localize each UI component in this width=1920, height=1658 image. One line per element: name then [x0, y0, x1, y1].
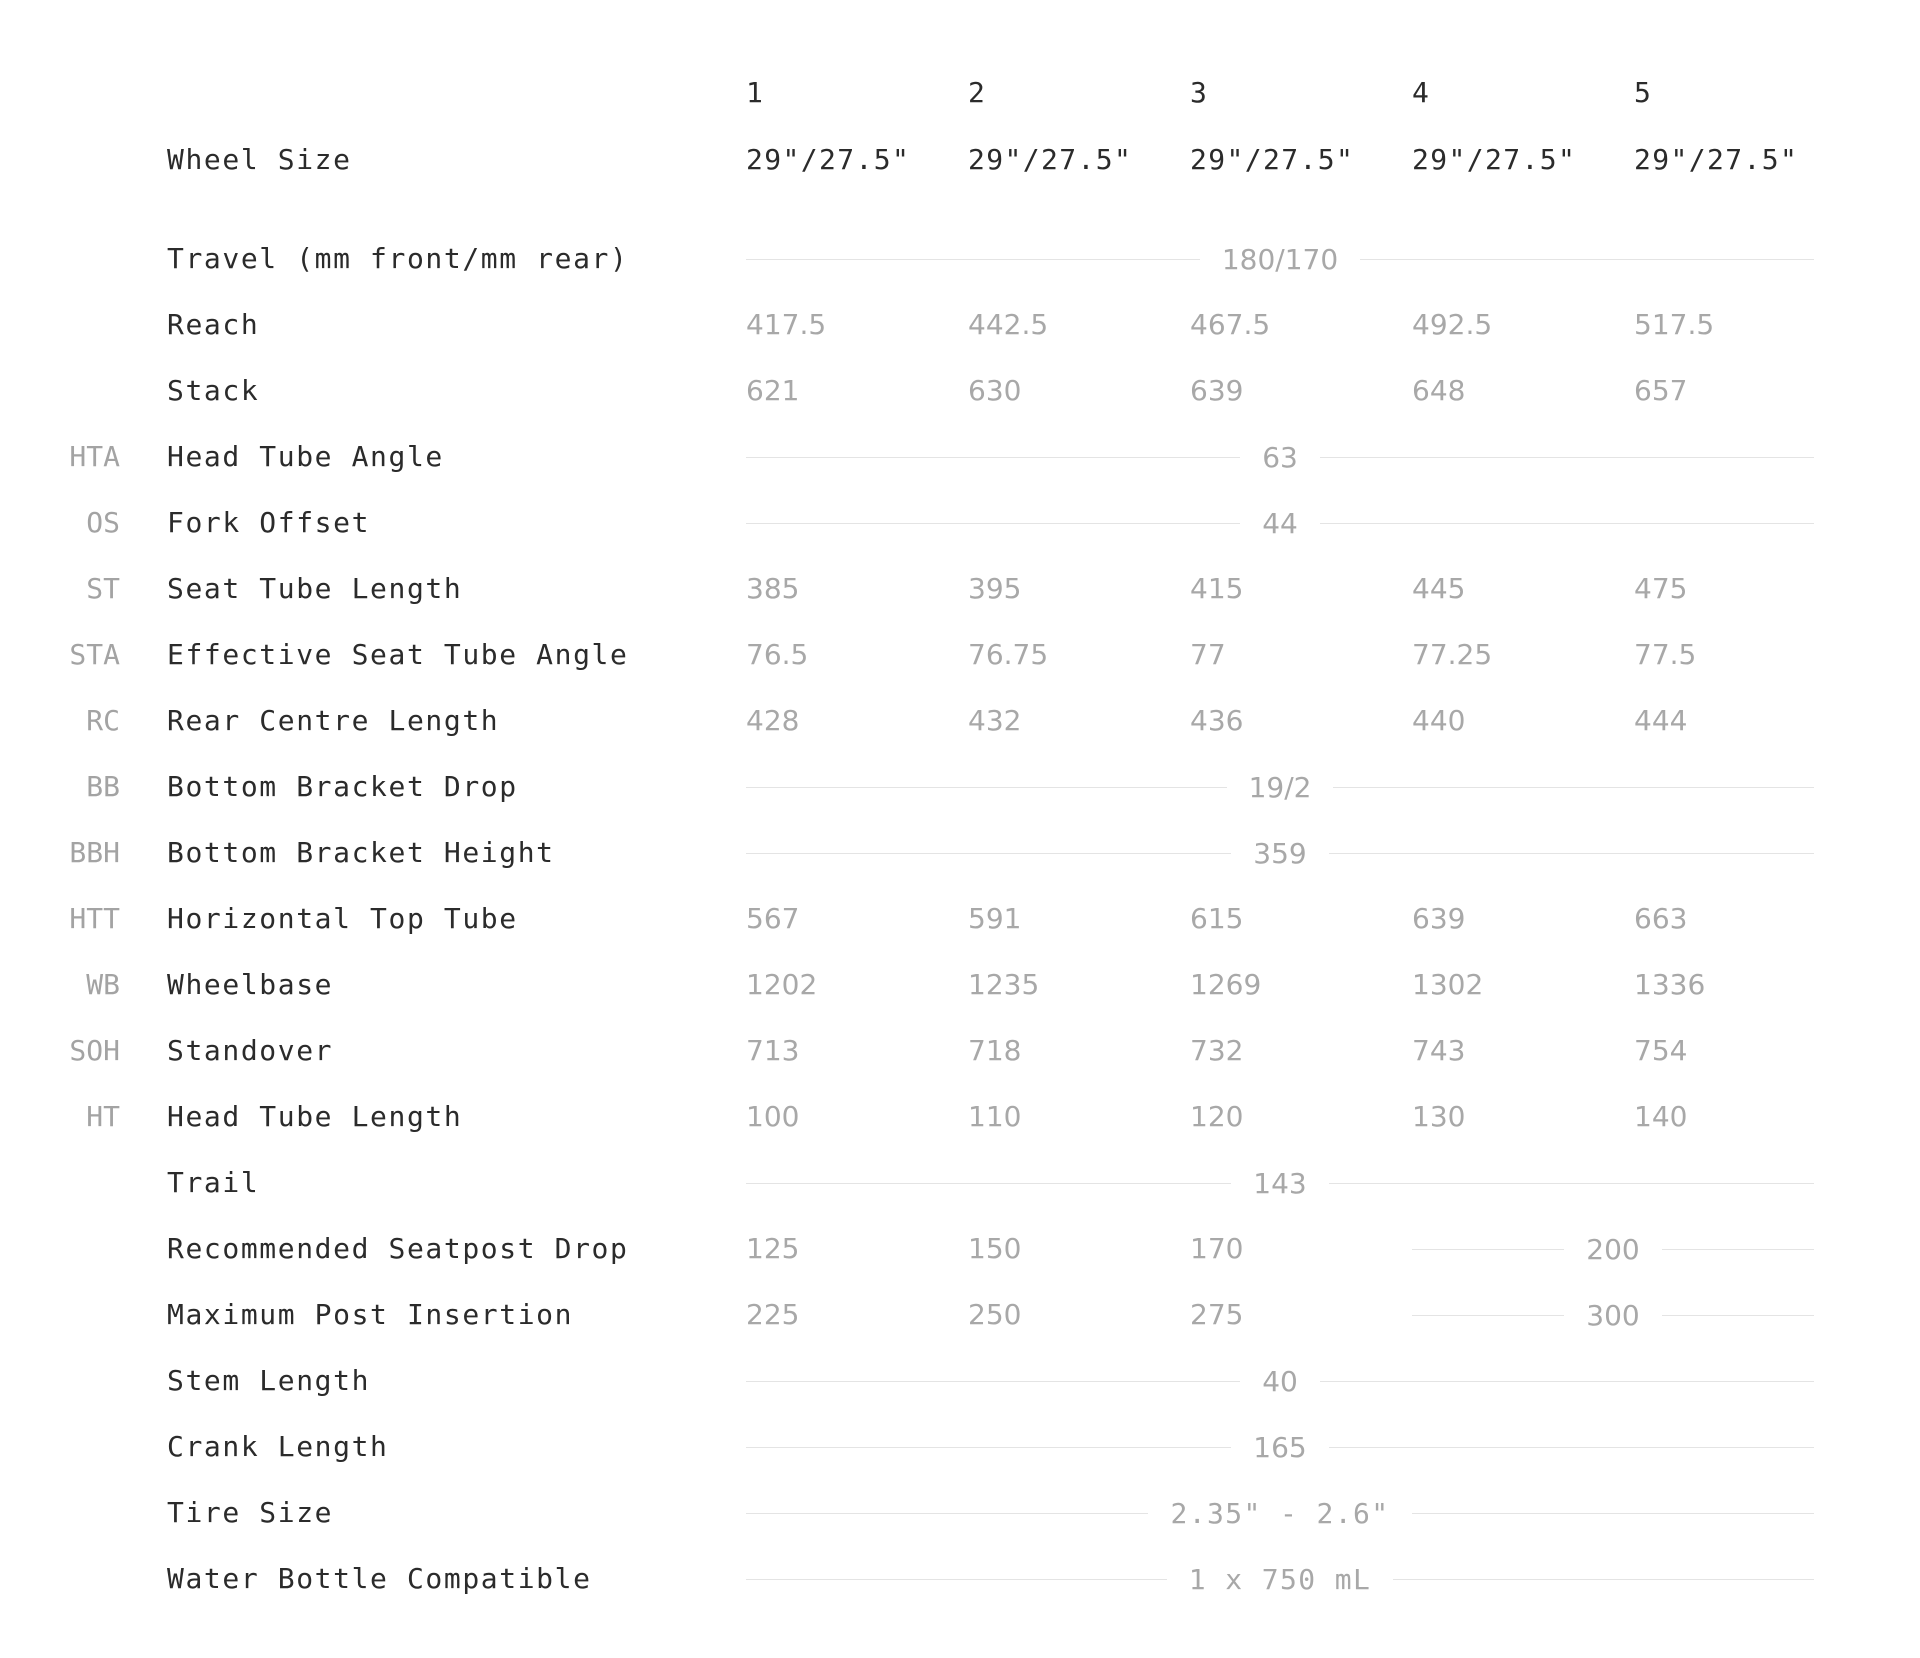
- merged-value-span: [746, 762, 1814, 812]
- row-label: Seat Tube Length: [167, 572, 463, 605]
- row-abbreviation: HT: [86, 1100, 120, 1133]
- cell-value: 29"/27.5": [968, 143, 1133, 176]
- merged-value: 180/170: [1221, 242, 1339, 276]
- row-label: Wheelbase: [167, 968, 334, 1001]
- row-label: Horizontal Top Tube: [167, 902, 518, 935]
- cell-value: 615: [1190, 902, 1244, 935]
- merged-value-span: [746, 828, 1814, 878]
- row-abbreviation: OS: [86, 506, 120, 539]
- cell-value: 621: [746, 374, 800, 407]
- row-label: Rear Centre Length: [167, 704, 500, 737]
- row-crank-length: [0, 1422, 1920, 1472]
- cell-value: 395: [968, 572, 1022, 605]
- size-header-row: [0, 68, 1920, 118]
- cell-value: 385: [746, 572, 800, 605]
- row-maximum-post-insertion: [0, 1290, 1920, 1340]
- row-abbreviation: HTT: [69, 902, 120, 935]
- cell-value: 440: [1412, 704, 1466, 737]
- row-tire-size: [0, 1488, 1920, 1538]
- cell-value: 713: [746, 1034, 800, 1067]
- cell-value: 1269: [1190, 968, 1262, 1001]
- merged-value: 19/2: [1248, 770, 1312, 804]
- row-label: Head Tube Length: [167, 1100, 463, 1133]
- row-label: Tire Size: [167, 1496, 334, 1529]
- cell-value: 77.25: [1412, 638, 1493, 671]
- cell-value: 29"/27.5": [1190, 143, 1355, 176]
- row-wheel-size: [0, 135, 1920, 185]
- divider-line: [746, 523, 1240, 524]
- cell-value: 170: [1190, 1232, 1244, 1265]
- row-fork-offset: [0, 498, 1920, 548]
- row-label: Travel (mm front/mm rear): [167, 242, 629, 275]
- divider-line: [1320, 457, 1814, 458]
- divider-line: [746, 259, 1200, 260]
- divider-line: [746, 787, 1227, 788]
- divider-line: [746, 1447, 1231, 1448]
- row-label: Stem Length: [167, 1364, 371, 1397]
- row-abbreviation: BB: [86, 770, 120, 803]
- row-recommended-seatpost-drop: [0, 1224, 1920, 1274]
- row-label: Reach: [167, 308, 260, 341]
- merged-value-span: [1412, 1290, 1814, 1340]
- cell-value: 442.5: [968, 308, 1049, 341]
- row-label: Wheel Size: [167, 143, 352, 176]
- divider-line: [1412, 1249, 1564, 1250]
- merged-value-span: [746, 432, 1814, 482]
- divider-line: [1412, 1513, 1814, 1514]
- merged-value-span: [746, 1488, 1814, 1538]
- cell-value: 648: [1412, 374, 1466, 407]
- row-label: Effective Seat Tube Angle: [167, 638, 629, 671]
- row-effective-seat-tube-angle: [0, 630, 1920, 680]
- divider-line: [1662, 1315, 1814, 1316]
- cell-value: 639: [1190, 374, 1244, 407]
- size-header: 4: [1412, 76, 1429, 109]
- cell-value: 417.5: [746, 308, 827, 341]
- row-label: Bottom Bracket Height: [167, 836, 555, 869]
- divider-line: [746, 1579, 1167, 1580]
- row-head-tube-length: [0, 1092, 1920, 1142]
- row-bottom-bracket-drop: [0, 762, 1920, 812]
- merged-value: 165: [1253, 1430, 1307, 1464]
- cell-value: 591: [968, 902, 1022, 935]
- cell-value: 150: [968, 1232, 1022, 1265]
- divider-line: [1360, 259, 1814, 260]
- cell-value: 100: [746, 1100, 800, 1133]
- divider-line: [1320, 523, 1814, 524]
- cell-value: 1336: [1634, 968, 1706, 1001]
- row-label: Stack: [167, 374, 260, 407]
- cell-value: 445: [1412, 572, 1466, 605]
- cell-value: 567: [746, 902, 800, 935]
- merged-value-span: [746, 1554, 1814, 1604]
- row-abbreviation: ST: [86, 572, 120, 605]
- divider-line: [746, 1381, 1240, 1382]
- cell-value: 732: [1190, 1034, 1244, 1067]
- row-trail: [0, 1158, 1920, 1208]
- merged-value: 1 x 750 mL: [1188, 1562, 1372, 1596]
- merged-value-span: [1412, 1224, 1814, 1274]
- divider-line: [1662, 1249, 1814, 1250]
- cell-value: 444: [1634, 704, 1688, 737]
- merged-value: 200: [1586, 1232, 1640, 1266]
- row-label: Recommended Seatpost Drop: [167, 1232, 629, 1265]
- merged-value: 44: [1262, 506, 1298, 540]
- cell-value: 436: [1190, 704, 1244, 737]
- merged-value: 2.35" - 2.6": [1170, 1496, 1390, 1530]
- row-abbreviation: RC: [86, 704, 120, 737]
- cell-value: 1202: [746, 968, 818, 1001]
- cell-value: 76.5: [746, 638, 809, 671]
- cell-value: 663: [1634, 902, 1688, 935]
- cell-value: 130: [1412, 1100, 1466, 1133]
- row-label: Head Tube Angle: [167, 440, 444, 473]
- cell-value: 467.5: [1190, 308, 1271, 341]
- cell-value: 29"/27.5": [1634, 143, 1799, 176]
- size-header: 1: [746, 76, 763, 109]
- divider-line: [746, 853, 1231, 854]
- row-abbreviation: SOH: [69, 1034, 120, 1067]
- cell-value: 225: [746, 1298, 800, 1331]
- row-head-tube-angle: [0, 432, 1920, 482]
- divider-line: [746, 1513, 1148, 1514]
- row-standover: [0, 1026, 1920, 1076]
- cell-value: 743: [1412, 1034, 1466, 1067]
- row-stack: [0, 366, 1920, 416]
- row-stem-length: [0, 1356, 1920, 1406]
- merged-value-span: [746, 1356, 1814, 1406]
- merged-value-span: [746, 234, 1814, 284]
- divider-line: [1329, 853, 1814, 854]
- row-wheelbase: [0, 960, 1920, 1010]
- cell-value: 275: [1190, 1298, 1244, 1331]
- row-label: Bottom Bracket Drop: [167, 770, 518, 803]
- cell-value: 754: [1634, 1034, 1688, 1067]
- cell-value: 110: [968, 1100, 1022, 1133]
- row-label: Water Bottle Compatible: [167, 1562, 592, 1595]
- row-water-bottle-compatible: [0, 1554, 1920, 1604]
- cell-value: 1235: [968, 968, 1040, 1001]
- cell-value: 120: [1190, 1100, 1244, 1133]
- cell-value: 428: [746, 704, 800, 737]
- cell-value: 492.5: [1412, 308, 1493, 341]
- row-bottom-bracket-height: [0, 828, 1920, 878]
- merged-value: 359: [1253, 836, 1307, 870]
- cell-value: 76.75: [968, 638, 1049, 671]
- size-header: 5: [1634, 76, 1651, 109]
- cell-value: 432: [968, 704, 1022, 737]
- row-label: Standover: [167, 1034, 334, 1067]
- cell-value: 475: [1634, 572, 1688, 605]
- row-abbreviation: BBH: [69, 836, 120, 869]
- cell-value: 29"/27.5": [1412, 143, 1577, 176]
- cell-value: 415: [1190, 572, 1244, 605]
- row-reach: [0, 300, 1920, 350]
- cell-value: 639: [1412, 902, 1466, 935]
- row-label: Maximum Post Insertion: [167, 1298, 574, 1331]
- row-horizontal-top-tube: [0, 894, 1920, 944]
- cell-value: 29"/27.5": [746, 143, 911, 176]
- row-label: Crank Length: [167, 1430, 389, 1463]
- row-rear-centre-length: [0, 696, 1920, 746]
- row-travel: [0, 234, 1920, 284]
- cell-value: 77: [1190, 638, 1226, 671]
- size-header: 2: [968, 76, 985, 109]
- divider-line: [1329, 1183, 1814, 1184]
- merged-value: 143: [1253, 1166, 1307, 1200]
- divider-line: [1329, 1447, 1814, 1448]
- merged-value: 40: [1262, 1364, 1298, 1398]
- cell-value: 140: [1634, 1100, 1688, 1133]
- size-header: 3: [1190, 76, 1207, 109]
- row-label: Trail: [167, 1166, 260, 1199]
- row-abbreviation: WB: [86, 968, 120, 1001]
- divider-line: [746, 1183, 1231, 1184]
- cell-value: 630: [968, 374, 1022, 407]
- merged-value-span: [746, 498, 1814, 548]
- merged-value: 300: [1586, 1298, 1640, 1332]
- cell-value: 657: [1634, 374, 1688, 407]
- row-abbreviation: HTA: [69, 440, 120, 473]
- cell-value: 77.5: [1634, 638, 1697, 671]
- merged-value: 63: [1262, 440, 1298, 474]
- cell-value: 250: [968, 1298, 1022, 1331]
- row-label: Fork Offset: [167, 506, 371, 539]
- divider-line: [1333, 787, 1814, 788]
- divider-line: [1320, 1381, 1814, 1382]
- divider-line: [746, 457, 1240, 458]
- cell-value: 517.5: [1634, 308, 1715, 341]
- divider-line: [1393, 1579, 1814, 1580]
- merged-value-span: [746, 1422, 1814, 1472]
- row-abbreviation: STA: [69, 638, 120, 671]
- divider-line: [1412, 1315, 1564, 1316]
- merged-value-span: [746, 1158, 1814, 1208]
- cell-value: 125: [746, 1232, 800, 1265]
- cell-value: 718: [968, 1034, 1022, 1067]
- cell-value: 1302: [1412, 968, 1484, 1001]
- row-seat-tube-length: [0, 564, 1920, 614]
